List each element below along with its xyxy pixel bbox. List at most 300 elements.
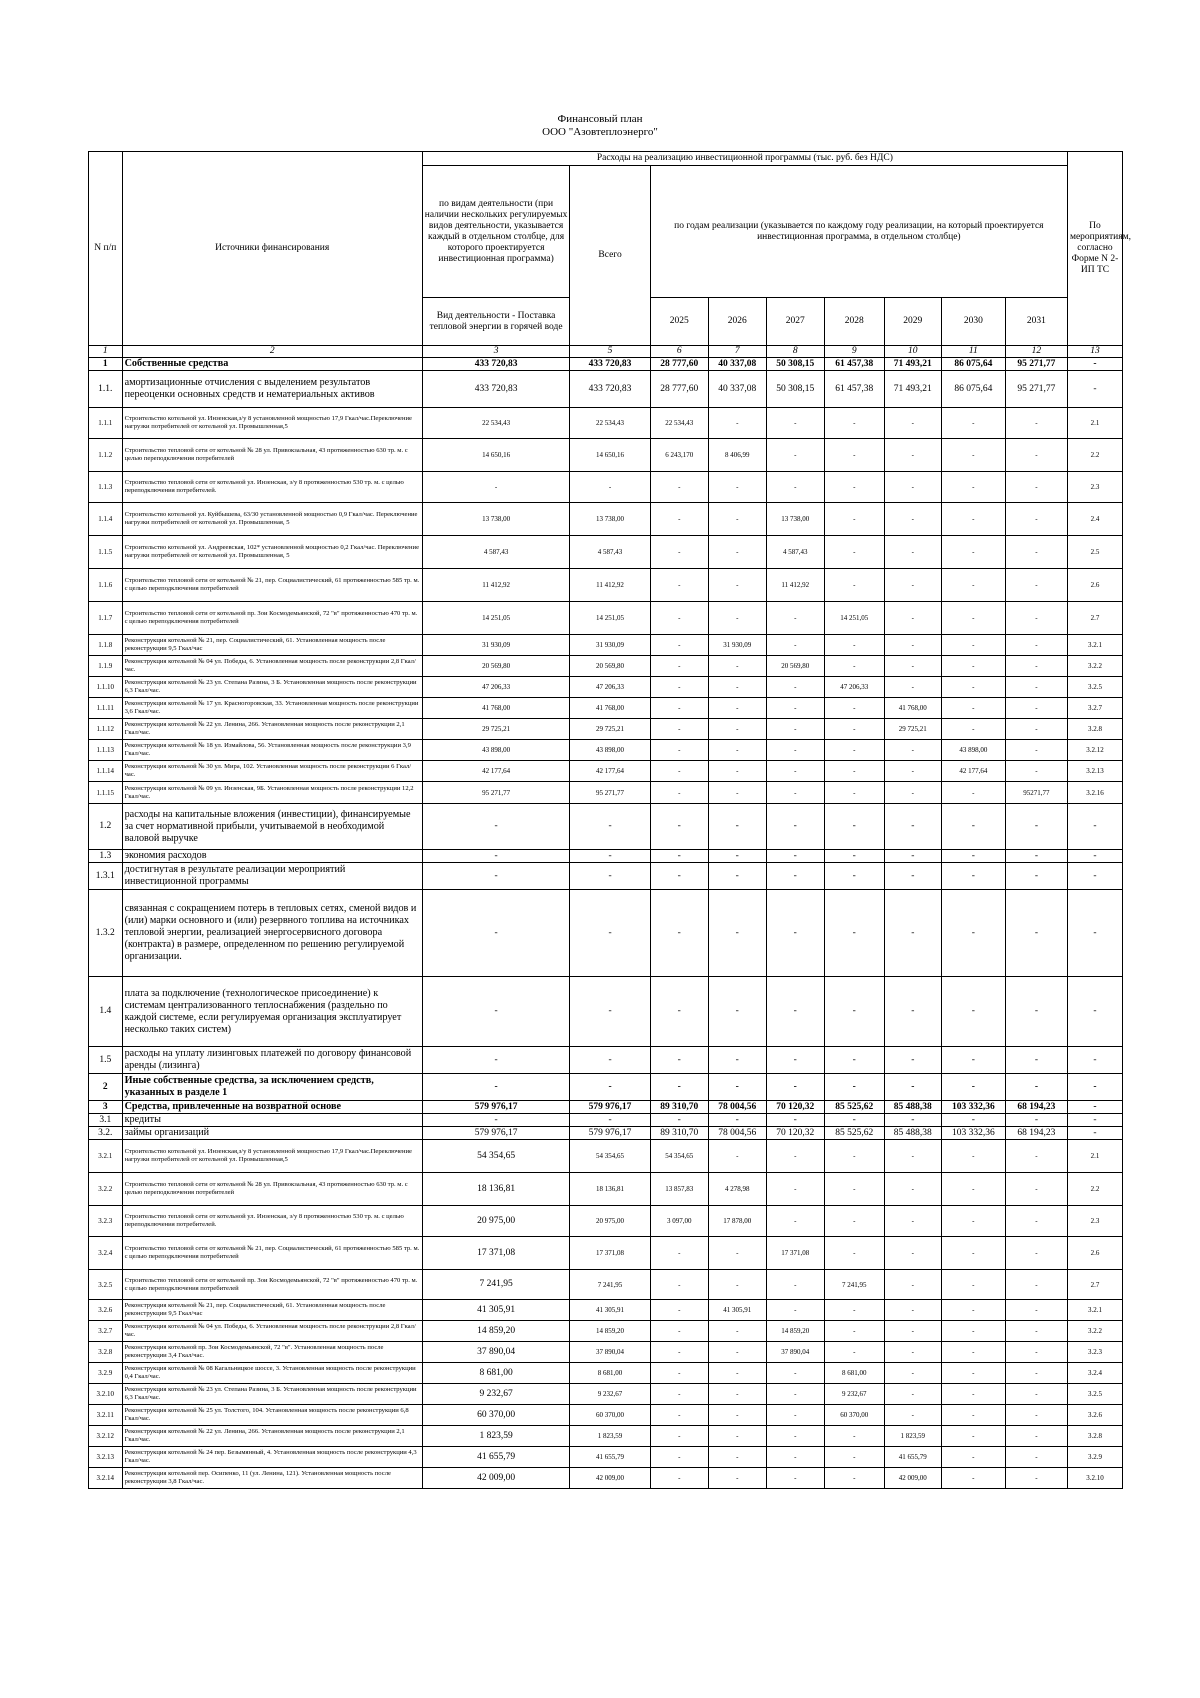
row-year-value: - — [824, 698, 884, 719]
header-source: Источники финансирования — [122, 152, 422, 346]
row-year-value: - — [884, 635, 941, 656]
row-source: Реконструкция котельной № 23 ул. Степана Разина, 3 Б. Установленная мощность после реконструкции 6,3 Гкал/час. — [122, 677, 422, 698]
row-source: Строительство тепловой сети от котельной № 21, пер. Социалистический, 61 протяженностью 585 тр. м. с целью переподключения потребителей — [122, 569, 422, 602]
row-number: 2 — [89, 1074, 123, 1101]
row-source: Реконструкция котельной № 22 ул. Ленина, 266. Установленная мощность после реконструкции 2,1 Гкал/час. — [122, 719, 422, 740]
row-number: 1.1.6 — [89, 569, 123, 602]
row-year-value: - — [941, 1321, 1005, 1342]
row-year-value: - — [650, 1384, 708, 1405]
row-year-value: - — [708, 1140, 766, 1173]
row-total-value: 37 890,04 — [570, 1342, 650, 1363]
row-year-value: - — [650, 740, 708, 761]
table-row — [89, 371, 1123, 408]
row-year-value: - — [941, 1300, 1005, 1321]
row-measure-ref: 2.2 — [1067, 1173, 1122, 1206]
row-year-value: - — [650, 1074, 708, 1101]
row-activity-value: 14 251,05 — [422, 602, 570, 635]
row-total-value: - — [570, 863, 650, 890]
row-measure-ref: - — [1067, 850, 1122, 863]
row-number: 3.2.9 — [89, 1363, 123, 1384]
row-year-value: - — [824, 977, 884, 1047]
header-year: 2027 — [766, 298, 824, 346]
row-measure-ref: 2.6 — [1067, 569, 1122, 602]
table-row — [89, 656, 1123, 677]
row-total-value: - — [570, 1047, 650, 1074]
row-number: 1.4 — [89, 977, 123, 1047]
row-year-value: 78 004,56 — [708, 1101, 766, 1114]
row-year-value: - — [1005, 408, 1067, 439]
row-number: 3.2.4 — [89, 1237, 123, 1270]
table-row — [89, 1047, 1123, 1074]
row-number: 3.2.13 — [89, 1447, 123, 1468]
row-year-value: - — [941, 863, 1005, 890]
row-total-value: 22 534,43 — [570, 408, 650, 439]
row-number: 1.1.15 — [89, 782, 123, 804]
column-number: 3 — [422, 346, 570, 358]
row-activity-value: - — [422, 472, 570, 503]
row-year-value: - — [766, 1047, 824, 1074]
row-total-value: 579 976,17 — [570, 1127, 650, 1140]
table-row — [89, 472, 1123, 503]
header-total: Всего — [570, 166, 650, 346]
row-year-value: 37 890,04 — [766, 1342, 824, 1363]
row-activity-value: 1 823,59 — [422, 1426, 570, 1447]
row-total-value: 43 898,00 — [570, 740, 650, 761]
header-by-measures: По мероприятиям, согласно Форме N 2-ИП ТС — [1067, 152, 1122, 346]
row-total-value: 433 720,83 — [570, 371, 650, 408]
row-year-value: 14 251,05 — [824, 602, 884, 635]
row-measure-ref: 2.6 — [1067, 1237, 1122, 1270]
row-activity-value: - — [422, 1047, 570, 1074]
row-activity-value: 579 976,17 — [422, 1127, 570, 1140]
row-year-value: - — [941, 890, 1005, 977]
row-year-value: - — [766, 761, 824, 782]
row-source: Реконструкция котельной № 30 ул. Мира, 102. Установленная мощность после реконструкции 6 Гкал/час. — [122, 761, 422, 782]
row-year-value: - — [1005, 602, 1067, 635]
row-year-value: 68 194,23 — [1005, 1127, 1067, 1140]
row-year-value: - — [650, 1405, 708, 1426]
table-row — [89, 1300, 1123, 1321]
row-year-value: - — [824, 1447, 884, 1468]
row-year-value: - — [884, 761, 941, 782]
row-year-value: - — [884, 536, 941, 569]
row-year-value: - — [941, 635, 1005, 656]
row-year-value: - — [766, 977, 824, 1047]
row-year-value: - — [650, 761, 708, 782]
row-number: 1.1.2 — [89, 439, 123, 472]
row-year-value: - — [708, 698, 766, 719]
row-year-value: - — [884, 656, 941, 677]
row-year-value: 31 930,09 — [708, 635, 766, 656]
row-number: 3.2.6 — [89, 1300, 123, 1321]
row-year-value: 85 525,62 — [824, 1127, 884, 1140]
row-year-value: 85 525,62 — [824, 1101, 884, 1114]
row-year-value: 20 569,80 — [766, 656, 824, 677]
row-source: кредиты — [122, 1114, 422, 1127]
row-year-value: 41 768,00 — [884, 698, 941, 719]
row-measure-ref: - — [1067, 890, 1122, 977]
row-year-value: - — [708, 1074, 766, 1101]
row-year-value: - — [650, 1047, 708, 1074]
row-year-value: - — [766, 1363, 824, 1384]
row-year-value: - — [1005, 740, 1067, 761]
row-year-value: - — [708, 1047, 766, 1074]
row-year-value: - — [650, 804, 708, 850]
row-year-value: - — [941, 1173, 1005, 1206]
row-source: Строительство котельной ул. Инзенская,з/у 8 установленной мощностью 17,9 Гкал/час.Переключение нагрузки потребителей от котельной ул. Промышленная,5 — [122, 1140, 422, 1173]
row-number: 1.1.8 — [89, 635, 123, 656]
row-year-value: 78 004,56 — [708, 1127, 766, 1140]
row-total-value: 17 371,08 — [570, 1237, 650, 1270]
row-year-value: - — [1005, 1173, 1067, 1206]
row-year-value: - — [1005, 1342, 1067, 1363]
table-row — [89, 439, 1123, 472]
row-total-value: 1 823,59 — [570, 1426, 650, 1447]
row-year-value: 85 488,38 — [884, 1127, 941, 1140]
row-number: 1 — [89, 358, 123, 371]
row-year-value: - — [941, 536, 1005, 569]
row-year-value: - — [650, 850, 708, 863]
row-year-value: - — [766, 1405, 824, 1426]
row-year-value: - — [650, 698, 708, 719]
row-year-value: - — [884, 850, 941, 863]
row-measure-ref: - — [1067, 371, 1122, 408]
row-year-value: 47 206,33 — [824, 677, 884, 698]
row-year-value: - — [708, 1363, 766, 1384]
row-year-value: - — [941, 439, 1005, 472]
row-year-value: - — [884, 1173, 941, 1206]
row-total-value: 20 975,00 — [570, 1206, 650, 1237]
row-year-value: - — [1005, 1140, 1067, 1173]
row-source: экономия расходов — [122, 850, 422, 863]
row-total-value: 4 587,43 — [570, 536, 650, 569]
row-activity-value: - — [422, 1114, 570, 1127]
row-year-value: - — [1005, 503, 1067, 536]
row-year-value: - — [824, 408, 884, 439]
row-total-value: 7 241,95 — [570, 1270, 650, 1300]
row-total-value: 9 232,67 — [570, 1384, 650, 1405]
row-year-value: - — [708, 719, 766, 740]
row-year-value: - — [884, 1342, 941, 1363]
row-activity-value: 579 976,17 — [422, 1101, 570, 1114]
row-year-value: - — [650, 782, 708, 804]
row-year-value: - — [884, 1270, 941, 1300]
row-year-value: - — [766, 850, 824, 863]
table-row — [89, 1468, 1123, 1489]
row-year-value: - — [884, 1237, 941, 1270]
row-year-value: - — [1005, 1074, 1067, 1101]
row-number: 1.5 — [89, 1047, 123, 1074]
row-year-value: - — [941, 1270, 1005, 1300]
row-year-value: - — [708, 536, 766, 569]
row-year-value: - — [766, 1468, 824, 1489]
column-number: 11 — [941, 346, 1005, 358]
row-year-value: - — [708, 1114, 766, 1127]
row-year-value: 103 332,36 — [941, 1127, 1005, 1140]
row-year-value: 42 177,64 — [941, 761, 1005, 782]
row-year-value: - — [941, 1384, 1005, 1405]
row-year-value: 71 493,21 — [884, 358, 941, 371]
table-row — [89, 863, 1123, 890]
table-row — [89, 602, 1123, 635]
row-year-value: - — [884, 503, 941, 536]
table-row — [89, 569, 1123, 602]
column-number: 8 — [766, 346, 824, 358]
row-year-value: - — [650, 677, 708, 698]
row-year-value: - — [884, 1300, 941, 1321]
row-year-value: - — [941, 602, 1005, 635]
row-number: 3.2.5 — [89, 1270, 123, 1300]
row-year-value: - — [650, 863, 708, 890]
row-year-value: - — [884, 863, 941, 890]
row-year-value: - — [884, 472, 941, 503]
row-activity-value: 14 859,20 — [422, 1321, 570, 1342]
row-source: связанная с сокращением потерь в тепловых сетях, сменой видов и (или) марки основного и (или) резервного топлива на источниках тепловой энергии, реализацией энергосервисного договора (контракта) в размере, определенном по решению регулируемой организации. — [122, 890, 422, 977]
table-row — [89, 1140, 1123, 1173]
row-year-value: - — [766, 782, 824, 804]
row-activity-value: 18 136,81 — [422, 1173, 570, 1206]
row-activity-value: 60 370,00 — [422, 1405, 570, 1426]
row-total-value: 14 859,20 — [570, 1321, 650, 1342]
row-year-value: - — [824, 1426, 884, 1447]
row-number: 1.1.9 — [89, 656, 123, 677]
row-year-value: - — [766, 1074, 824, 1101]
row-year-value: - — [708, 569, 766, 602]
row-year-value: - — [941, 1426, 1005, 1447]
row-year-value: 22 534,43 — [650, 408, 708, 439]
row-number: 1.1.10 — [89, 677, 123, 698]
row-year-value: 11 412,92 — [766, 569, 824, 602]
row-source: Иные собственные средства, за исключением средств, указанных в разделе 1 — [122, 1074, 422, 1101]
column-number: 13 — [1067, 346, 1122, 358]
row-year-value: - — [941, 782, 1005, 804]
row-measure-ref: 3.2.8 — [1067, 719, 1122, 740]
row-number: 3.2.7 — [89, 1321, 123, 1342]
row-measure-ref: 2.4 — [1067, 503, 1122, 536]
row-year-value: - — [884, 1047, 941, 1074]
row-year-value: - — [766, 719, 824, 740]
row-activity-value: 20 975,00 — [422, 1206, 570, 1237]
row-total-value: 42 009,00 — [570, 1468, 650, 1489]
row-measure-ref: 3.2.8 — [1067, 1426, 1122, 1447]
row-year-value: - — [824, 1173, 884, 1206]
table-row — [89, 1342, 1123, 1363]
row-measure-ref: - — [1067, 804, 1122, 850]
row-year-value: - — [941, 977, 1005, 1047]
row-year-value: - — [766, 1173, 824, 1206]
row-total-value: 60 370,00 — [570, 1405, 650, 1426]
row-number: 1.1. — [89, 371, 123, 408]
row-year-value: - — [650, 656, 708, 677]
table-row — [89, 635, 1123, 656]
row-year-value: - — [708, 656, 766, 677]
row-source: Строительство котельной ул. Инзенская,з/у 8 установленной мощностью 17,9 Гкал/час.Переключение нагрузки потребителей от котельной ул. Промышленная,5 — [122, 408, 422, 439]
row-total-value: 47 206,33 — [570, 677, 650, 698]
row-year-value: - — [1005, 719, 1067, 740]
row-year-value: - — [941, 1342, 1005, 1363]
row-year-value: 8 406,99 — [708, 439, 766, 472]
row-source: Средства, привлеченные на возвратной основе — [122, 1101, 422, 1114]
row-year-value: - — [1005, 850, 1067, 863]
table-row — [89, 408, 1123, 439]
row-measure-ref: 3.2.3 — [1067, 1342, 1122, 1363]
row-activity-value: 9 232,67 — [422, 1384, 570, 1405]
row-source: Реконструкция котельной № 23 ул. Степана Разина, 3 Б. Установленная мощность после реконструкции 6,3 Гкал/час. — [122, 1384, 422, 1405]
row-year-value: - — [941, 1047, 1005, 1074]
financial-plan-table — [88, 151, 1131, 1489]
row-year-value: - — [1005, 977, 1067, 1047]
row-source: Строительство тепловой сети от котельной пр. Зои Космодемьянской, 72 "в" протяженностью 470 тр. м. с целью переподключения потребителей — [122, 1270, 422, 1300]
row-year-value: - — [708, 804, 766, 850]
row-year-value: - — [708, 1237, 766, 1270]
table-row — [89, 890, 1123, 977]
row-number: 1.3.2 — [89, 890, 123, 977]
row-year-value: 13 857,83 — [650, 1173, 708, 1206]
row-year-value: - — [941, 677, 1005, 698]
row-year-value: - — [884, 890, 941, 977]
header-num: N п/п — [89, 152, 123, 346]
row-activity-value: 20 569,80 — [422, 656, 570, 677]
row-year-value: - — [884, 1206, 941, 1237]
row-measure-ref: 3.2.2 — [1067, 656, 1122, 677]
row-number: 3.1 — [89, 1114, 123, 1127]
row-total-value: 13 738,00 — [570, 503, 650, 536]
row-year-value: 4 278,98 — [708, 1173, 766, 1206]
table-row — [89, 740, 1123, 761]
table-row — [89, 1447, 1123, 1468]
row-year-value: - — [650, 635, 708, 656]
header-year: 2026 — [708, 298, 766, 346]
row-year-value: - — [708, 740, 766, 761]
row-year-value: - — [708, 677, 766, 698]
row-year-value: - — [824, 1237, 884, 1270]
row-year-value: - — [766, 408, 824, 439]
table-row — [89, 719, 1123, 740]
row-source: расходы на уплату лизинговых платежей по договору финансовой аренды (лизинга) — [122, 1047, 422, 1074]
row-year-value: 9 232,67 — [824, 1384, 884, 1405]
row-year-value: - — [1005, 698, 1067, 719]
row-activity-value: 29 725,21 — [422, 719, 570, 740]
row-year-value: - — [650, 1447, 708, 1468]
table-row — [89, 677, 1123, 698]
table-row — [89, 977, 1123, 1047]
row-year-value: - — [766, 804, 824, 850]
row-year-value: - — [708, 1426, 766, 1447]
row-year-value: 50 308,15 — [766, 358, 824, 371]
row-year-value: - — [1005, 1426, 1067, 1447]
row-year-value: 95 271,77 — [1005, 371, 1067, 408]
row-total-value: - — [570, 1114, 650, 1127]
row-year-value: 95271,77 — [1005, 782, 1067, 804]
row-measure-ref: 2.1 — [1067, 1140, 1122, 1173]
row-year-value: - — [941, 569, 1005, 602]
row-measure-ref: - — [1067, 863, 1122, 890]
row-year-value: - — [824, 719, 884, 740]
row-source: плата за подключение (технологическое присоединение) к системам централизованного теплоснабжения (раздельно по каждой системе, если регулируемая организация эксплуатирует несколько таких систем) — [122, 977, 422, 1047]
row-year-value: - — [708, 782, 766, 804]
row-activity-value: 13 738,00 — [422, 503, 570, 536]
row-year-value: - — [708, 408, 766, 439]
row-year-value: - — [650, 1300, 708, 1321]
row-year-value: - — [884, 804, 941, 850]
row-year-value: 86 075,64 — [941, 371, 1005, 408]
row-year-value: 29 725,21 — [884, 719, 941, 740]
row-year-value: - — [884, 408, 941, 439]
row-year-value: - — [941, 1447, 1005, 1468]
header-expenses-group: Расходы на реализацию инвестиционной программы (тыс. руб. без НДС) — [422, 152, 1067, 166]
row-activity-value: 433 720,83 — [422, 358, 570, 371]
row-year-value: - — [1005, 472, 1067, 503]
row-year-value: 54 354,65 — [650, 1140, 708, 1173]
row-source: Реконструкция котельной № 24 пер. Безымянный, 4. Установленная мощность после реконструкции 4,3 Гкал/час. — [122, 1447, 422, 1468]
row-total-value: 41 305,91 — [570, 1300, 650, 1321]
row-source: Реконструкция котельной № 21, пер. Социалистический, 61. Установленная мощность после реконструкции 9,5 Гкал/час — [122, 1300, 422, 1321]
column-number: 2 — [122, 346, 422, 358]
row-year-value: - — [824, 503, 884, 536]
row-year-value: - — [650, 1363, 708, 1384]
row-measure-ref: - — [1067, 1101, 1122, 1114]
row-year-value: - — [824, 761, 884, 782]
row-year-value: - — [824, 439, 884, 472]
table-row — [89, 1114, 1123, 1127]
row-year-value: 61 457,38 — [824, 358, 884, 371]
row-year-value: - — [766, 1447, 824, 1468]
row-year-value: - — [941, 1114, 1005, 1127]
row-source: займы организаций — [122, 1127, 422, 1140]
row-year-value: - — [824, 1342, 884, 1363]
row-source: амортизационные отчисления с выделением результатов переоценки основных средств и нематериальных активов — [122, 371, 422, 408]
header-year: 2031 — [1005, 298, 1067, 346]
row-total-value: 579 976,17 — [570, 1101, 650, 1114]
row-measure-ref: 2.5 — [1067, 536, 1122, 569]
row-year-value: - — [824, 782, 884, 804]
row-number: 1.1.5 — [89, 536, 123, 569]
row-total-value: 42 177,64 — [570, 761, 650, 782]
row-year-value: - — [766, 1384, 824, 1405]
row-year-value: - — [824, 1300, 884, 1321]
row-activity-value: 37 890,04 — [422, 1342, 570, 1363]
row-year-value: - — [766, 602, 824, 635]
row-year-value: - — [766, 677, 824, 698]
row-measure-ref: 3.2.16 — [1067, 782, 1122, 804]
table-row — [89, 1074, 1123, 1101]
row-number: 1.1.11 — [89, 698, 123, 719]
column-number: 12 — [1005, 346, 1067, 358]
row-measure-ref: 2.2 — [1067, 439, 1122, 472]
row-number: 1.1.4 — [89, 503, 123, 536]
row-year-value: - — [824, 472, 884, 503]
header-year: 2029 — [884, 298, 941, 346]
row-year-value: - — [1005, 677, 1067, 698]
row-total-value: - — [570, 804, 650, 850]
row-year-value: 41 655,79 — [884, 1447, 941, 1468]
row-year-value: - — [941, 472, 1005, 503]
row-year-value: - — [824, 1468, 884, 1489]
row-source: Реконструкция котельной № 04 ул. Победы, 6. Установленная мощность после реконструкции 2,8 Гкал/час. — [122, 1321, 422, 1342]
row-year-value: - — [650, 1468, 708, 1489]
row-activity-value: 42 177,64 — [422, 761, 570, 782]
row-source: Строительство котельной ул. Куйбышева, 63/30 установленной мощностью 0,9 Гкал/час. Переключение нагрузки потребителей от котельной ул. Промышленная, 5 — [122, 503, 422, 536]
row-number: 3.2.3 — [89, 1206, 123, 1237]
row-activity-value: - — [422, 890, 570, 977]
row-measure-ref: 3.2.10 — [1067, 1468, 1122, 1489]
row-year-value: - — [941, 1363, 1005, 1384]
row-number: 3.2. — [89, 1127, 123, 1140]
row-year-value: - — [708, 503, 766, 536]
row-source: Реконструкция котельной № 25 ул. Толстого, 104. Установленная мощность после реконструкции 6,8 Гкал/час. — [122, 1405, 422, 1426]
row-total-value: 11 412,92 — [570, 569, 650, 602]
row-source: Реконструкция котельной № 04 ул. Победы, 6. Установленная мощность после реконструкции 2,8 Гкал/час. — [122, 656, 422, 677]
